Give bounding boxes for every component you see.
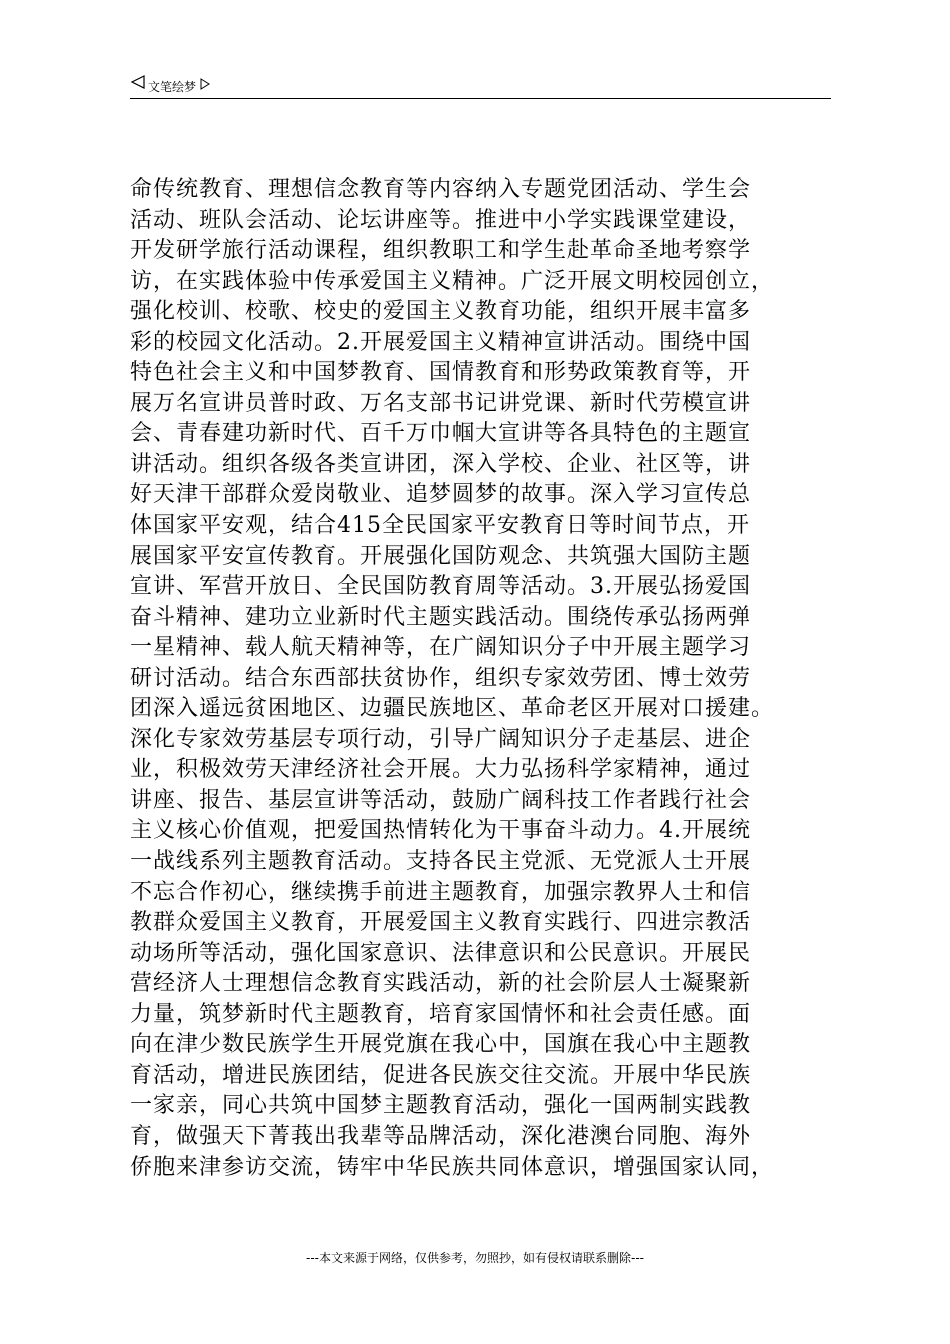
text-line: 主义核心价值观，把爱国热情转化为干事奋斗动力。4.开展统 <box>130 818 751 844</box>
footer-disclaimer: ---本文来源于网络，仅供参考，勿照抄，如有侵权请联系删除--- <box>306 1251 644 1265</box>
text-line: 访，在实践体验中传承爱国主义精神。广泛开展文明校园创立， <box>130 268 775 294</box>
text-line: 强化校训、校歌、校史的爱国主义教育功能，组织开展丰富多 <box>130 299 752 325</box>
body-text <box>130 175 833 1183</box>
text-line: 团深入遥远贫困地区、边疆民族地区、革命老区开展对口援建。 <box>130 696 775 722</box>
text-line: 会、青春建功新时代、百千万巾帼大宣讲等各具特色的主题宣 <box>130 421 752 447</box>
text-line: 好天津干部群众爱岗敬业、追梦圆梦的故事。深入学习宣传总 <box>130 482 752 508</box>
header-divider <box>130 98 831 99</box>
text-line: 展国家平安宣传教育。开展强化国防观念、共筑强大国防主题 <box>130 543 752 569</box>
text-line: 讲活动。组织各级各类宣讲团，深入学校、企业、社区等，讲 <box>130 451 752 477</box>
text-line: 动场所等活动，强化国家意识、法律意识和公民意识。开展民 <box>130 940 752 966</box>
text-line: 育活动，增进民族团结，促进各民族交往交流。开展中华民族 <box>130 1062 752 1088</box>
text-line: 侨胞来津参访交流，铸牢中华民族共同体意识，增强国家认同， <box>130 1154 775 1180</box>
text-line: 一星精神、载人航天精神等，在广阔知识分子中开展主题学习 <box>130 635 752 661</box>
text-line: 特色社会主义和中国梦教育、国情教育和形势政策教育等，开 <box>130 360 752 386</box>
text-line: 研讨活动。结合东西部扶贫协作，组织专家效劳团、博士效劳 <box>130 665 752 691</box>
text-line: 育，做强天下菁莪出我辈等品牌活动，深化港澳台同胞、海外 <box>130 1123 752 1149</box>
text-line: 展万名宣讲员普时政、万名支部书记讲党课、新时代劳模宣讲 <box>130 390 752 416</box>
text-line: 命传统教育、理想信念教育等内容纳入专题党团活动、学生会 <box>130 177 752 202</box>
text-line: 教群众爱国主义教育，开展爱国主义教育实践行、四进宗教活 <box>130 910 752 936</box>
left-triangle-icon <box>130 74 146 99</box>
text-line: 一家亲，同心共筑中国梦主题教育活动，强化一国两制实践教 <box>130 1093 752 1119</box>
text-line: 一战线系列主题教育活动。支持各民主党派、无党派人士开展 <box>130 849 752 875</box>
text-line: 力量，筑梦新时代主题教育，培育家国情怀和社会责任感。面 <box>130 1001 752 1027</box>
text-line: 彩的校园文化活动。2.开展爱国主义精神宣讲活动。围绕中国 <box>130 329 751 355</box>
text-line: 营经济人士理想信念教育实践活动，新的社会阶层人士凝聚新 <box>130 971 752 997</box>
text-line: 业，积极效劳天津经济社会开展。大力弘扬科学家精神，通过 <box>130 757 752 783</box>
page-header <box>130 74 830 98</box>
text-line: 深化专家效劳基层专项行动，引导广阔知识分子走基层、进企 <box>130 726 752 752</box>
text-line: 奋斗精神、建功立业新时代主题实践活动。围绕传承弘扬两弹 <box>130 604 752 630</box>
text-line: 活动、班队会活动、论坛讲座等。推进中小学实践课堂建设， <box>130 207 752 233</box>
header-brand: 文笔绘梦 <box>148 79 197 94</box>
text-line: 不忘合作初心，继续携手前进主题教育，加强宗教界人士和信 <box>130 879 752 905</box>
text-line: 体国家平安观，结合415全民国家平安教育日等时间节点，开 <box>130 513 750 539</box>
right-triangle-icon <box>200 75 210 99</box>
text-line: 向在津少数民族学生开展党旗在我心中，国旗在我心中主题教 <box>130 1032 752 1058</box>
text-line: 讲座、报告、基层宣讲等活动，鼓励广阔科技工作者践行社会 <box>130 787 752 813</box>
text-line: 宣讲、军营开放日、全民国防教育周等活动。3.开展弘扬爱国 <box>130 574 751 600</box>
text-line: 开发研学旅行活动课程，组织教职工和学生赴革命圣地考察学 <box>130 238 752 264</box>
